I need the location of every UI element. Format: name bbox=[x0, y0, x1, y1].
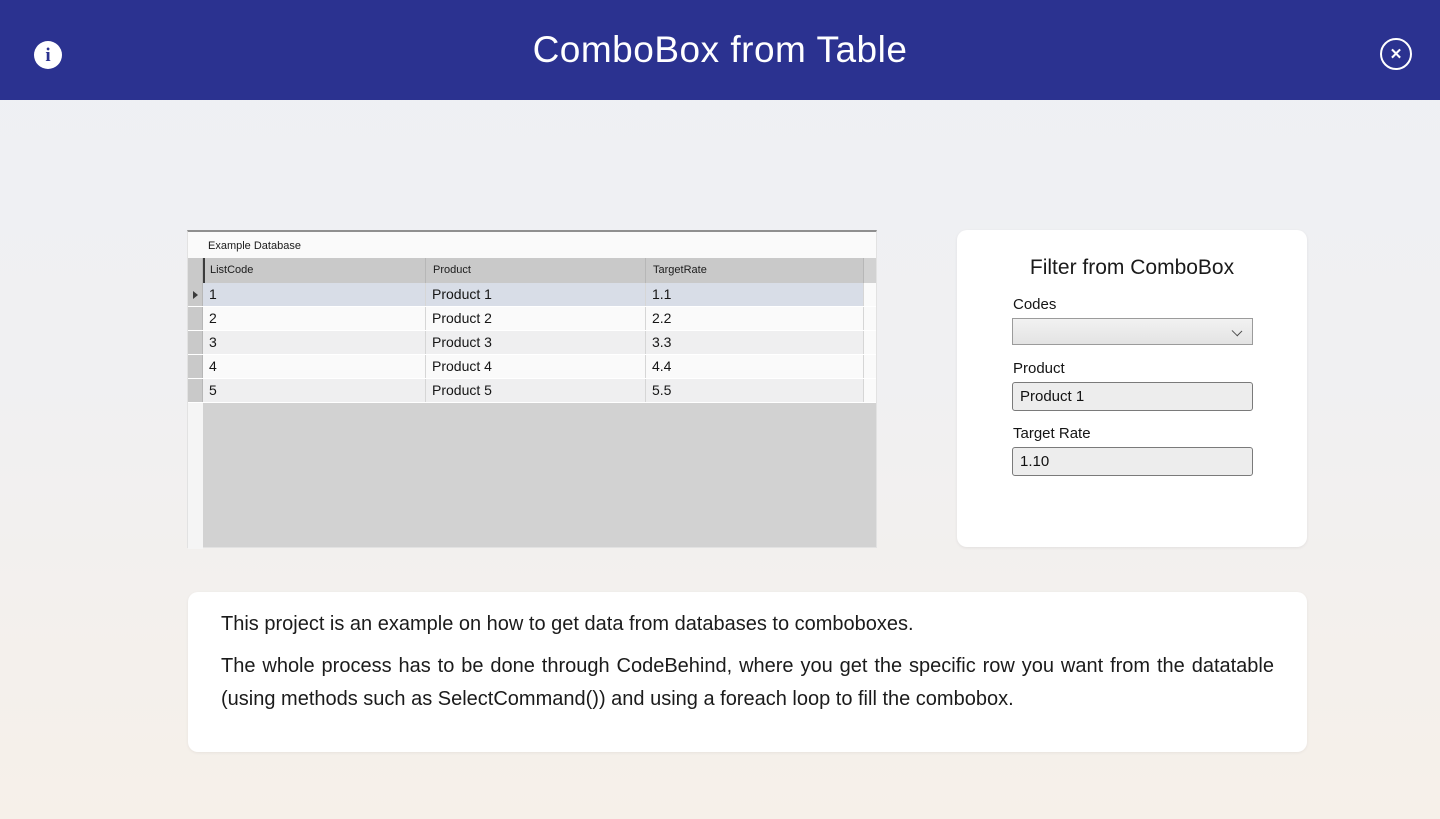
cell-listcode[interactable]: 5 bbox=[203, 379, 426, 402]
current-row-arrow-icon bbox=[193, 291, 198, 299]
row-header[interactable] bbox=[188, 283, 203, 306]
grid-empty-left-strip bbox=[188, 403, 203, 549]
datagrid-header-row bbox=[188, 258, 876, 283]
codes-label: Codes bbox=[1013, 296, 1057, 313]
table-row[interactable] bbox=[188, 307, 876, 331]
row-header[interactable] bbox=[188, 331, 203, 354]
description-card bbox=[188, 592, 1307, 752]
cell-product[interactable]: Product 3 bbox=[426, 331, 646, 354]
target-rate-field[interactable] bbox=[1012, 447, 1253, 476]
table-row[interactable] bbox=[188, 355, 876, 379]
codes-combobox[interactable] bbox=[1012, 318, 1253, 345]
cell-product[interactable]: Product 5 bbox=[426, 379, 646, 402]
cell-targetrate[interactable]: 1.1 bbox=[646, 283, 864, 306]
cell-targetrate[interactable]: 3.3 bbox=[646, 331, 864, 354]
row-header[interactable] bbox=[188, 355, 203, 378]
cell-listcode[interactable]: 4 bbox=[203, 355, 426, 378]
grid-empty-area bbox=[188, 403, 876, 549]
row-header[interactable] bbox=[188, 307, 203, 330]
close-button[interactable] bbox=[1380, 38, 1412, 70]
column-header-listcode[interactable]: ListCode bbox=[203, 258, 426, 283]
cell-listcode[interactable]: 2 bbox=[203, 307, 426, 330]
row-header[interactable] bbox=[188, 379, 203, 402]
column-header-targetrate[interactable]: TargetRate bbox=[646, 258, 864, 283]
target-rate-label: Target Rate bbox=[1013, 425, 1091, 442]
cell-product[interactable]: Product 2 bbox=[426, 307, 646, 330]
cell-targetrate[interactable]: 4.4 bbox=[646, 355, 864, 378]
datagrid bbox=[188, 258, 876, 547]
datagrid-rows bbox=[188, 283, 876, 403]
cell-product[interactable]: Product 4 bbox=[426, 355, 646, 378]
description-paragraph-2: The whole process has to be done through CodeBehind, where you get the specific row you want from the datatable (using methods such as SelectCommand()) and using a foreach loop to fill the combobox. bbox=[221, 655, 1274, 710]
description-paragraph-1: This project is an example on how to get data from databases to comboboxes. bbox=[221, 613, 914, 635]
product-label: Product bbox=[1013, 360, 1065, 377]
table-row[interactable] bbox=[188, 331, 876, 355]
window-title: ComboBox from Table bbox=[532, 29, 908, 70]
cell-targetrate[interactable]: 5.5 bbox=[646, 379, 864, 402]
product-field[interactable] bbox=[1012, 382, 1253, 411]
close-icon: ✕ bbox=[1389, 45, 1403, 63]
cell-product[interactable]: Product 1 bbox=[426, 283, 646, 306]
filter-panel bbox=[957, 230, 1307, 547]
titlebar bbox=[0, 0, 1440, 100]
row-header-corner[interactable] bbox=[188, 258, 203, 283]
column-header-product[interactable]: Product bbox=[426, 258, 646, 283]
groupbox-label: Example Database bbox=[208, 240, 301, 252]
cell-listcode[interactable]: 1 bbox=[203, 283, 426, 306]
chevron-down-icon bbox=[1232, 326, 1243, 337]
table-row[interactable] bbox=[188, 379, 876, 403]
info-button[interactable] bbox=[34, 41, 62, 69]
table-row[interactable] bbox=[188, 283, 876, 307]
filter-panel-title: Filter from ComboBox bbox=[1029, 256, 1235, 279]
info-icon: i bbox=[45, 44, 51, 66]
cell-targetrate[interactable]: 2.2 bbox=[646, 307, 864, 330]
cell-listcode[interactable]: 3 bbox=[203, 331, 426, 354]
example-database-panel bbox=[187, 230, 877, 548]
